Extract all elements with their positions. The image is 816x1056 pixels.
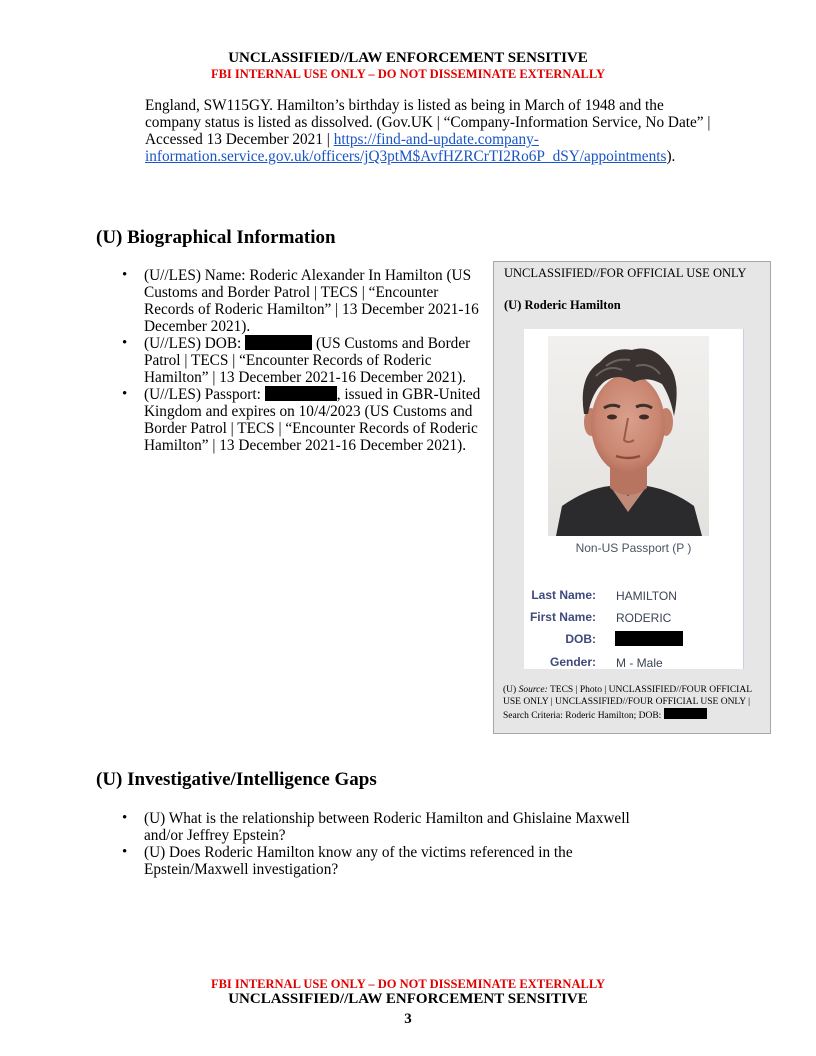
header-handling-caveat: FBI INTERNAL USE ONLY – DO NOT DISSEMINATE EXTERNALLY xyxy=(210,67,606,81)
source-dob-redaction xyxy=(664,708,707,719)
first-name-value: RODERIC xyxy=(616,611,672,625)
last-name-value: HAMILTON xyxy=(616,589,677,603)
page-number: 3 xyxy=(404,1011,412,1027)
gaps-list xyxy=(118,810,663,878)
footer-handling-caveat: FBI INTERNAL USE ONLY – DO NOT DISSEMINATE EXTERNALLY xyxy=(210,977,606,991)
footer-classification: UNCLASSIFIED//LAW ENFORCEMENT SENSITIVE xyxy=(228,991,588,1007)
intro-tail: ). xyxy=(666,148,676,165)
first-name-label: First Name: xyxy=(529,610,596,624)
biographical-list xyxy=(118,267,490,454)
tecs-record-card xyxy=(524,329,744,669)
card-dob-redaction xyxy=(615,631,683,646)
photo-source-citation: (U) Source: TECS | Photo | UNCLASSIFIED//FOUR OFFICIAL USE ONLY | UNCLASSIFIED//FOUR OFFICIAL USE ONLY | Search Criteria: Roderic Hamilton; DOB: xyxy=(503,685,752,721)
bio-dob-item: • (U//LES) DOB: (US Customs and Border Patrol | TECS | “Encounter Records of Roderic Hamilton” | 13 December 2021-16 December 2021). xyxy=(118,335,490,386)
passport-type-label: Non-US Passport (P ) xyxy=(575,541,692,555)
subject-photo xyxy=(548,336,709,536)
last-name-label: Last Name: xyxy=(531,588,596,602)
gender-value: M - Male xyxy=(616,656,663,670)
gap-item: • (U) Does Roderic Hamilton know any of the victims referenced in the Epstein/Maxwell investigation? xyxy=(118,844,663,878)
intro-text: England, SW115GY. Hamilton’s birthday is listed as being in March of 1948 and the company status is listed as dissolved. (Gov.UK | “Company-Information Service, No Date” | Accessed 13 December 2021 | xyxy=(145,97,711,148)
gap-item: • (U) What is the relationship between Roderic Hamilton and Ghislaine Maxwell and/or Jeffrey Epstein? xyxy=(118,810,663,844)
intro-paragraph xyxy=(145,97,715,165)
header-classification: UNCLASSIFIED//LAW ENFORCEMENT SENSITIVE xyxy=(228,50,588,66)
gaps-heading: (U) Investigative/Intelligence Gaps xyxy=(96,769,377,790)
gender-label: Gender: xyxy=(549,655,596,669)
dob-label: DOB: xyxy=(565,632,596,646)
company-info-link[interactable]: https://find-and-update.company-information.service.gov.uk/officers/jQ3ptM$AvfHZRCrTI2Ro6P_dSY/appointments xyxy=(145,131,667,165)
passport-redaction xyxy=(265,386,337,401)
sidebar-classification: UNCLASSIFIED//FOR OFFICIAL USE ONLY xyxy=(504,266,747,280)
bio-name-item: • (U//LES) Name: Roderic Alexander In Hamilton (US Customs and Border Patrol | TECS | “Encounter Records of Roderic Hamilton” | 13 December 2021-16 December 2021). xyxy=(118,267,490,335)
dob-redaction xyxy=(245,335,312,350)
sidebar-title: (U) Roderic Hamilton xyxy=(504,298,621,312)
subject-photo-box xyxy=(493,261,771,734)
bio-passport-item: • (U//LES) Passport: , issued in GBR-United Kingdom and expires on 10/4/2023 (US Customs and Border Patrol | TECS | “Encounter Records of Roderic Hamilton” | 13 December 2021-16 December 2021). xyxy=(118,386,490,454)
biographical-heading: (U) Biographical Information xyxy=(96,227,336,248)
